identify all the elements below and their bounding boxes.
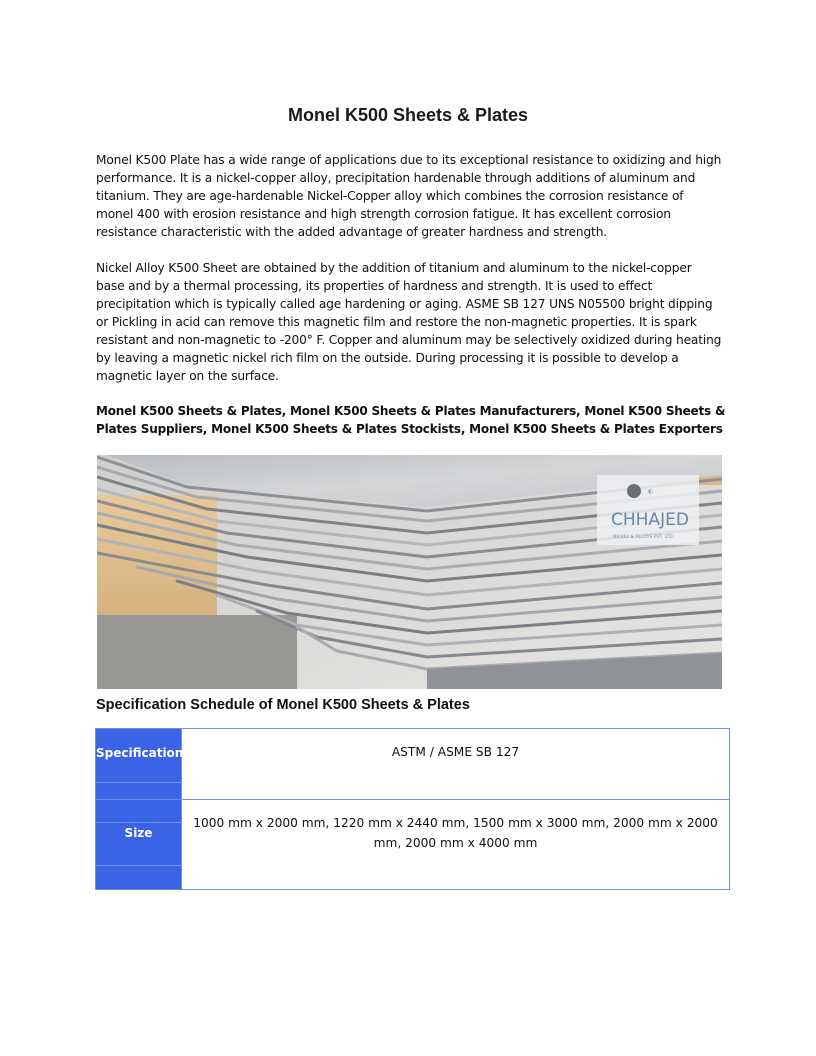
table-label-cell bbox=[96, 729, 191, 799]
table-label-cell bbox=[96, 800, 182, 889]
watermark-brand-text: CHHAJED bbox=[611, 510, 689, 530]
spec-heading: Specification Schedule of Monel K500 Sheets & Plates bbox=[96, 697, 470, 713]
table-value: ASTM / ASME SB 127 bbox=[391, 745, 520, 759]
brand-logo-icon bbox=[627, 484, 641, 498]
watermark-sub-text: NICKEL & ALLOYS PVT. LTD. bbox=[613, 535, 675, 540]
page-title: Monel K500 Sheets & Plates bbox=[287, 105, 529, 125]
keywords-text: Monel K500 Sheets & Plates, Monel K500 Sheets & Plates Manufacturers, Monel K500 Sheets & Plates Suppliers, Monel K500 Sheets & Plates Stockists, Monel K500 Sheets & Plates Exporters bbox=[96, 404, 726, 436]
table-row bbox=[96, 729, 729, 800]
spec-table bbox=[95, 728, 730, 890]
properties-paragraph: Nickel Alloy K500 Sheet are obtained by the addition of titanium and aluminum to the nickel-copper base and by a thermal processing, its properties of hardness and strength. It is used to effect precipitation which is typically called age hardening or aging. ASME SB 127 UNS N05500 bright dipping or Pickling in acid can remove this magnetic film and restore the non-magnetic properties. It is spark resistant and non-magnetic to -200° F. Copper and aluminum may be selectively oxidized during heating by leaving a magnetic nickel rich film on the outside. During processing it is possible to develop a magnetic layer on the surface. bbox=[96, 261, 722, 383]
table-value: 1000 mm x 2000 mm, 1220 mm x 2440 mm, 1500 mm x 3000 mm, 2000 mm x 2000 mm, 2000 mm x 4000 mm bbox=[193, 816, 718, 850]
product-photo bbox=[97, 455, 722, 689]
table-label: Specifications bbox=[96, 746, 191, 760]
table-row bbox=[96, 800, 729, 889]
intro-paragraph: Monel K500 Plate has a wide range of applications due to its exceptional resistance to oxidizing and high performance. It is a nickel-copper alloy, precipitation hardenable through additions of aluminum and titanium. They are age-hardenable Nickel-Copper alloy which combines the corrosion resistance of monel 400 with erosion resistance and high strength corrosion fatigue. It has excellent corrosion resistance characteristic with the added advantage of greater hardness and strength. bbox=[96, 153, 722, 239]
table-label: Size bbox=[124, 826, 153, 840]
svg-text:◐: ◐ bbox=[648, 488, 654, 495]
